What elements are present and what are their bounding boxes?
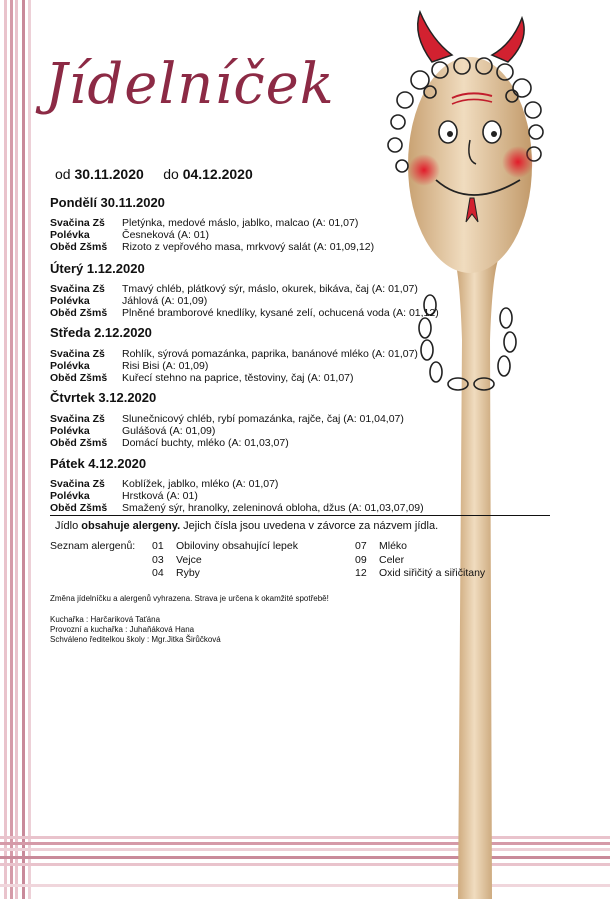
meal-text: Rizoto z vepřového masa, mrkvový salát (A: 01,09,12) [122, 241, 375, 253]
menu-row [50, 372, 354, 384]
allergen-name: Mléko [379, 540, 408, 552]
menu-row [50, 348, 418, 360]
menu-row [50, 425, 215, 437]
allergen-code: 12 [355, 567, 367, 579]
meal-label: Polévka [50, 425, 90, 437]
meal-text: Kuřecí stehno na paprice, těstoviny, čaj (A: 01,07) [122, 372, 354, 384]
period-from-label: od [55, 166, 71, 182]
meal-text: Gulášová (A: 01,09) [122, 425, 216, 437]
menu-row [50, 217, 358, 229]
allergen-name: Celer [379, 554, 405, 566]
meal-label: Polévka [50, 295, 90, 307]
menu-row [50, 360, 208, 372]
meal-text: Domácí buchty, mléko (A: 01,03,07) [122, 437, 289, 449]
allergen-name: Obiloviny obsahující lepek [176, 540, 298, 552]
meal-label: Oběd Zšmš [50, 502, 108, 514]
meal-label: Polévka [50, 490, 90, 502]
menu-row [50, 307, 439, 319]
meal-label: Oběd Zšmš [50, 241, 108, 253]
menu-row [50, 437, 289, 449]
day-heading: Pondělí 30.11.2020 [50, 195, 165, 210]
meal-label: Svačina Zš [50, 348, 105, 360]
menu-row [50, 229, 209, 241]
page-title: Jídelníček [45, 52, 335, 117]
meal-text: Koblížek, jablko, mléko (A: 01,07) [122, 478, 279, 490]
allergen-code: 01 [152, 540, 164, 552]
meal-text: Hrstková (A: 01) [122, 490, 198, 502]
day-heading: Úterý 1.12.2020 [50, 261, 145, 276]
meal-label: Oběd Zšmš [50, 437, 108, 449]
meal-label: Polévka [50, 229, 90, 241]
menu-row [50, 241, 374, 253]
meal-label: Polévka [50, 360, 90, 372]
allergen-list-label: Seznam alergenů: [50, 540, 136, 552]
menu-row [50, 490, 198, 502]
menu-row [50, 295, 207, 307]
day-heading: Středa 2.12.2020 [50, 325, 152, 340]
allergen-name: Ryby [176, 567, 200, 579]
period-to: 04.12.2020 [182, 166, 253, 182]
meal-text: Smažený sýr, hranolky, zeleninová obloha, džus (A: 01,03,07,09) [122, 502, 424, 514]
meal-text: Plněné bramborové knedlíky, kysané zelí, ochucená voda (A: 01,12) [122, 307, 439, 319]
menu-row [50, 478, 278, 490]
meal-text: Pletýnka, medové máslo, jablko, malcao (A: 01,07) [122, 217, 359, 229]
period-to-label: do [163, 166, 179, 182]
day-heading: Čtvrtek 3.12.2020 [50, 390, 157, 405]
menu-row [50, 502, 424, 514]
meal-text: Slunečnicový chléb, rybí pomazánka, rajče, čaj (A: 01,04,07) [122, 413, 404, 425]
meal-text: Risi Bisi (A: 01,09) [122, 360, 209, 372]
day-heading: Pátek 4.12.2020 [50, 456, 147, 471]
meal-label: Svačina Zš [50, 478, 105, 490]
meal-text: Rohlík, sýrová pomazánka, paprika, banánové mléko (A: 01,07) [122, 348, 418, 360]
allergen-code: 07 [355, 540, 367, 552]
menu-row [50, 413, 404, 425]
menu-period [55, 166, 253, 182]
meal-text: Česneková (A: 01) [122, 229, 209, 241]
allergen-intro: Jídlo obsahuje alergeny. Jejich čísla jsou uvedena v závorce za názvem jídla. [55, 520, 439, 532]
allergen-name: Oxid siřičitý a siřičitany [379, 567, 486, 579]
change-note: Změna jídelníčku a alergenů vyhrazena. Strava je určena k okamžité spotřebě! [50, 594, 329, 603]
allergen-code: 09 [355, 554, 367, 566]
meal-text: Tmavý chléb, plátkový sýr, máslo, okurek, bikáva, čaj (A: 01,07) [122, 283, 418, 295]
allergen-code: 03 [152, 554, 164, 566]
meal-label: Svačina Zš [50, 217, 105, 229]
meal-label: Svačina Zš [50, 283, 105, 295]
meal-text: Jáhlová (A: 01,09) [122, 295, 208, 307]
manager-name: Provozní a kuchařka : Juhaňáková Hana [50, 625, 195, 634]
approved-by: Schváleno ředitelkou školy : Mgr.Jitka Širůčková [50, 635, 221, 644]
divider [50, 515, 550, 516]
allergen-code: 04 [152, 567, 164, 579]
meal-label: Svačina Zš [50, 413, 105, 425]
period-from: 30.11.2020 [74, 166, 144, 182]
menu-row [50, 283, 418, 295]
meal-label: Oběd Zšmš [50, 372, 108, 384]
meal-label: Oběd Zšmš [50, 307, 108, 319]
allergen-name: Vejce [176, 554, 202, 566]
cook-name: Kuchařka : Harčariková Taťána [50, 615, 161, 624]
